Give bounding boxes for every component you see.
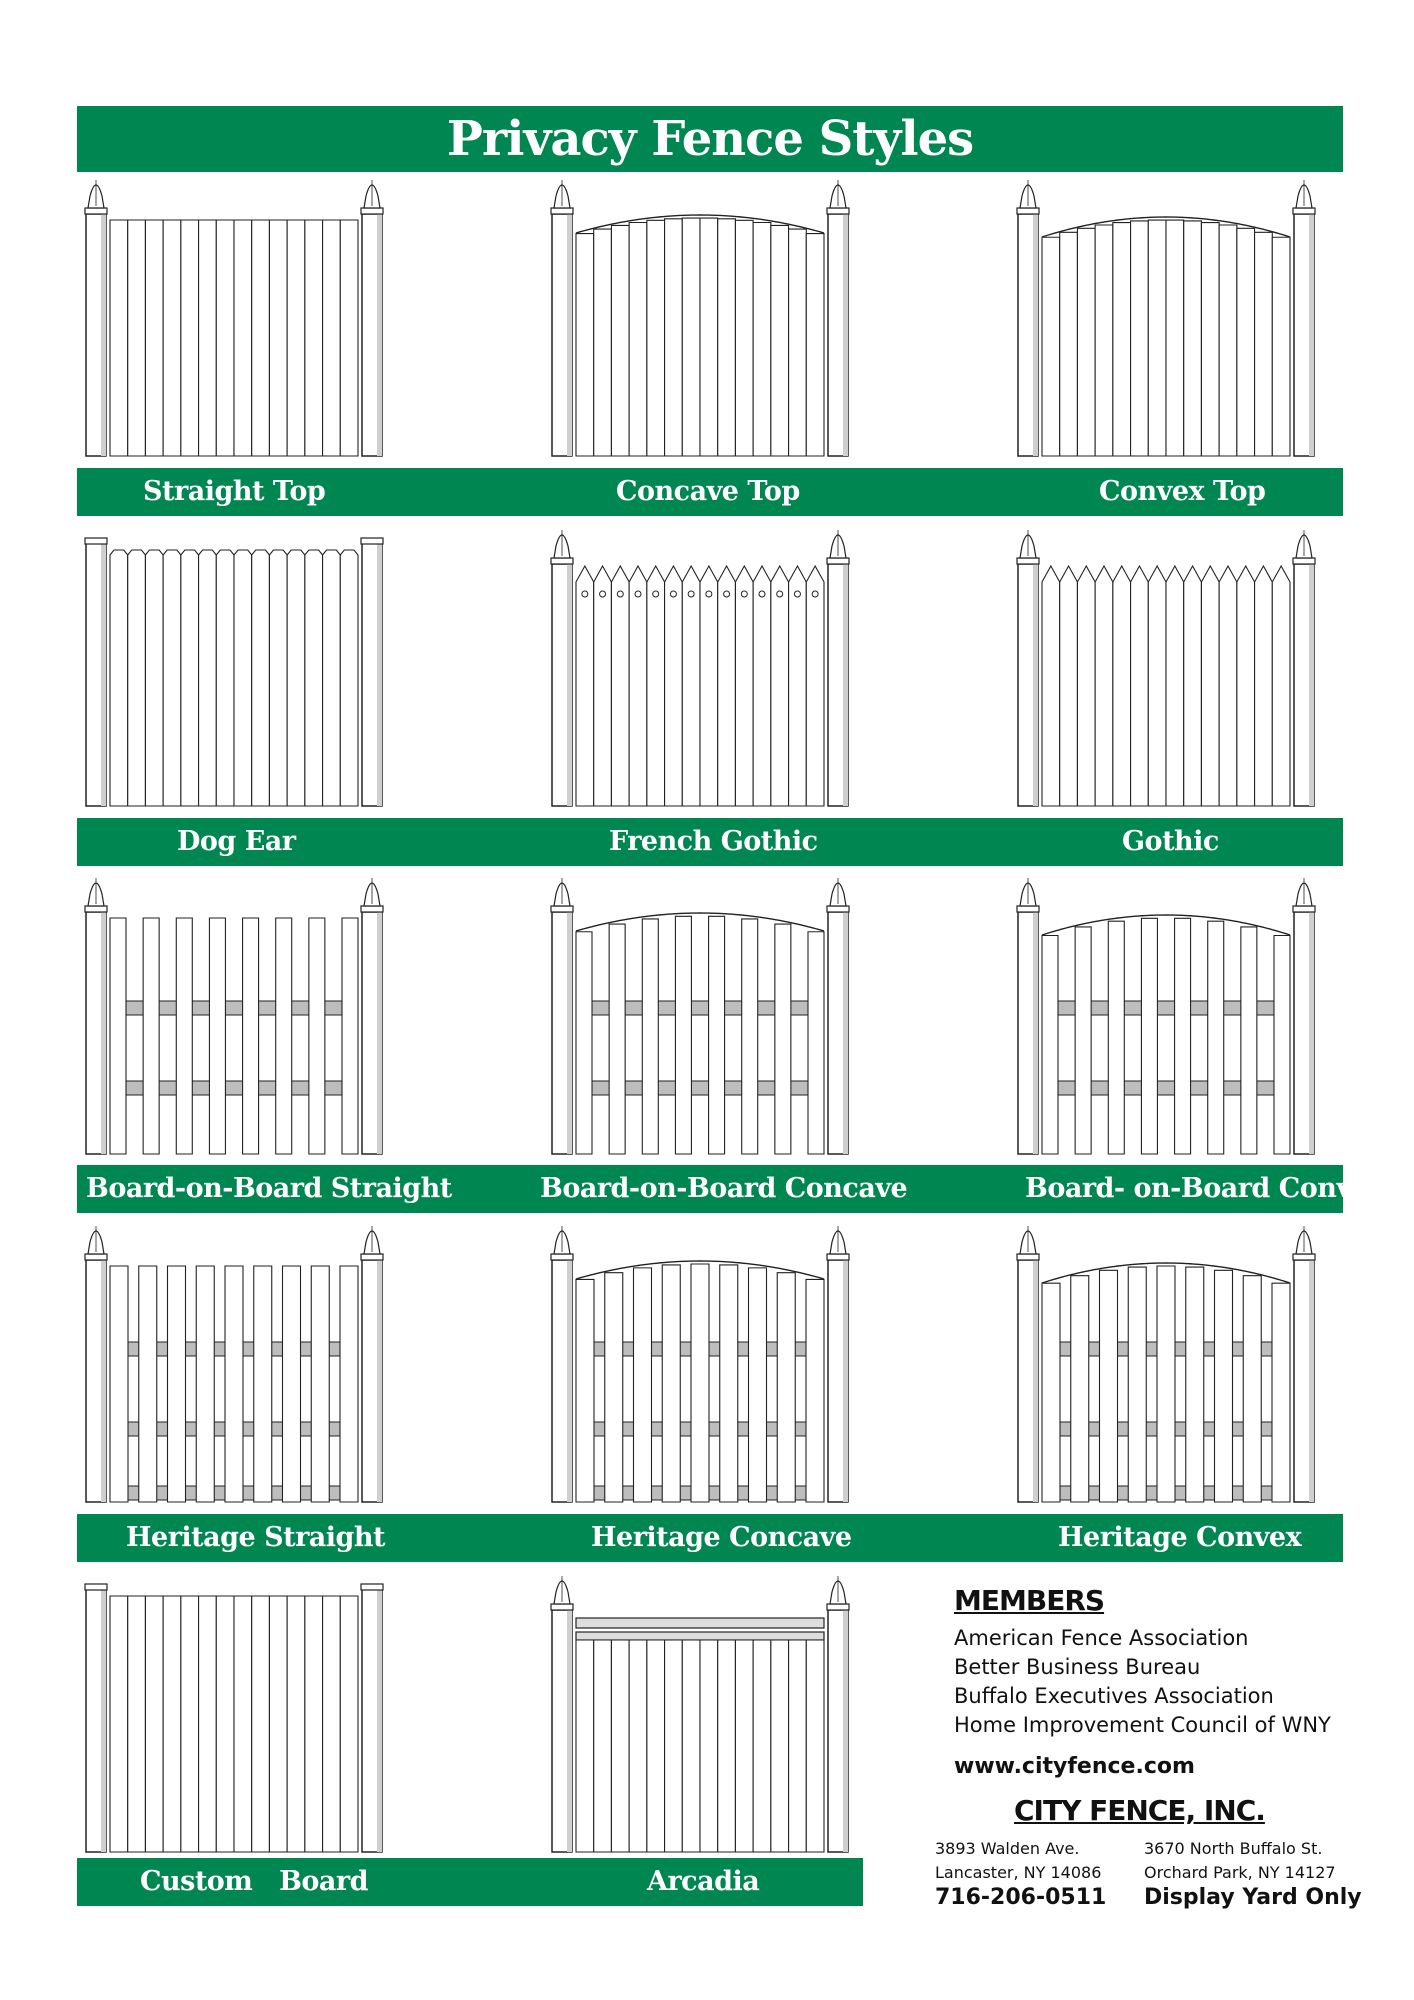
member-item: Home Improvement Council of WNY [954,1713,1331,1737]
fence-picket [305,550,323,806]
label-bar-row-1 [77,468,1343,516]
fence-picket [1237,228,1255,456]
fence-picket [139,1266,157,1502]
fence-picket [323,220,341,456]
fence-post-right [1293,180,1315,456]
fence-picket [252,220,270,456]
fence-picket [128,220,146,456]
fence-picket [1272,1283,1290,1502]
fence-picket [209,918,225,1154]
fence-post-left [551,878,573,1154]
fence-picket [234,1596,252,1852]
member-item: Buffalo Executives Association [954,1684,1274,1708]
fence-picket [1108,921,1124,1154]
fence-picket [199,550,217,806]
fence-picket [1272,237,1290,456]
fence-picket [700,566,718,806]
fence-picket [718,219,736,456]
fence-picket [806,234,824,456]
fence-picket [342,918,358,1154]
fence-picket [1201,223,1219,456]
fence-picket [225,1266,243,1502]
fence-picket [311,1266,329,1502]
fence-picket [305,1596,323,1852]
fence-picket [287,220,305,456]
fence-post-left [1017,530,1039,806]
style-label-custom-board: Custom Board [140,1866,368,1897]
fence-picket [1184,566,1202,806]
fence-post-left [1017,878,1039,1154]
fence-picket [634,1268,652,1502]
fence-illustration-custom-board [84,1574,384,1860]
address-city-orchard-park: Orchard Park, NY 14127 [1144,1863,1336,1882]
fence-picket [1131,566,1149,806]
fence-picket [594,1640,612,1852]
fence-picket [1219,566,1237,806]
fence-picket [1186,1267,1204,1502]
style-label-gothic: Gothic [1122,826,1219,857]
fence-illustration-heritage-concave [550,1224,850,1510]
fence-picket [1148,566,1166,806]
fence-picket [254,1266,272,1502]
fence-picket [1166,566,1184,806]
fence-picket [1113,566,1131,806]
fence-picket [682,218,700,456]
fence-post-right [827,1576,849,1852]
fence-picket [753,1640,771,1852]
fence-picket [1274,936,1290,1154]
fence-picket [1060,566,1078,806]
style-label-board-on-board-concave: Board-on-Board Concave [540,1173,908,1204]
fence-picket [735,1640,753,1852]
fence-picket [216,1596,234,1852]
fence-picket [662,1265,680,1502]
fence-post-left [85,180,107,456]
fence-post-left [85,1226,107,1502]
fence-top-rail [576,1632,824,1640]
fence-illustration-french-gothic [550,528,850,814]
label-bar-row-4 [77,1514,1343,1562]
fence-picket [145,1596,163,1852]
fence-picket [340,550,358,806]
fence-picket [806,1640,824,1852]
fence-picket [110,220,128,456]
fence-illustration-heritage-convex [1016,1224,1316,1510]
fence-picket [1071,1276,1089,1502]
fence-picket [806,566,824,806]
label-bar-row-3 [77,1165,1384,1213]
fence-picket [576,932,592,1154]
fence-picket [605,1273,623,1502]
fence-picket [276,918,292,1154]
fence-picket [128,1596,146,1852]
fence-post-left [85,1584,107,1852]
fence-illustration-gothic [1016,528,1316,814]
fence-picket [700,218,718,456]
fence-picket [143,918,159,1154]
fence-picket [1272,566,1290,806]
fence-picket [216,550,234,806]
fence-picket [110,918,126,1154]
fence-picket [181,220,199,456]
fence-post-left [85,878,107,1154]
fence-picket [163,1596,181,1852]
fence-picket [1075,927,1091,1154]
fence-picket [771,566,789,806]
fence-picket [1243,1276,1261,1502]
fence-picket [305,220,323,456]
fence-picket [1255,566,1273,806]
fence-picket [340,1266,358,1502]
fence-picket [594,229,612,456]
fence-picket [269,220,287,456]
fence-illustration-arcadia [550,1574,850,1860]
fence-picket [110,1596,128,1852]
label-bar-row-5 [77,1858,863,1906]
fence-post-left [551,180,573,456]
fence-post-right [827,530,849,806]
title-banner [77,106,1343,172]
fence-picket [771,1640,789,1852]
fence-picket [168,1266,186,1502]
fence-post-right [361,180,383,456]
fence-picket [1077,566,1095,806]
fence-illustration-straight-top [84,178,384,464]
fence-picket [777,1273,795,1502]
fence-picket [789,1640,807,1852]
fence-post-right [361,1584,383,1852]
fence-picket [647,566,665,806]
fence-picket [287,1596,305,1852]
fence-picket [789,229,807,456]
fence-picket [1077,228,1095,456]
fence-picket [1042,936,1058,1154]
fence-picket [753,566,771,806]
fence-picket [110,1266,128,1502]
fence-picket [1241,927,1257,1154]
fence-picket [283,1266,301,1502]
fence-picket [611,566,629,806]
fence-picket [1042,566,1060,806]
fence-picket [1201,566,1219,806]
fence-picket [323,550,341,806]
fence-picket [629,223,647,457]
member-item: Better Business Bureau [954,1655,1201,1679]
fence-picket [1042,237,1060,456]
fence-picket [576,1640,594,1852]
fence-picket [594,566,612,806]
fence-illustration-board-on-board-straight [84,876,384,1162]
fence-picket [163,220,181,456]
page-title: Privacy Fence Styles [446,111,974,167]
fence-picket [576,566,594,806]
fence-illustration-dog-ear [84,528,384,814]
fence-picket [682,566,700,806]
fence-picket [1175,918,1191,1154]
fence-post-right [827,1226,849,1502]
fence-picket [675,916,691,1154]
fence-picket [611,225,629,456]
fence-picket [243,918,259,1154]
fence-picket [216,220,234,456]
fence-picket [145,550,163,806]
fence-picket [647,220,665,456]
fence-picket [1237,566,1255,806]
fence-picket [806,1279,824,1502]
fence-picket [682,1640,700,1852]
fence-post-left [85,538,107,806]
fence-picket [718,566,736,806]
fence-picket [269,1596,287,1852]
fence-post-right [827,878,849,1154]
member-item: American Fence Association [954,1626,1249,1650]
fence-picket [1215,1270,1233,1502]
fence-picket [323,1596,341,1852]
fence-picket [128,550,146,806]
fence-picket [1141,918,1157,1154]
style-label-concave-top: Concave Top [616,476,800,507]
address-street-orchard-park: 3670 North Buffalo St. [1144,1839,1323,1858]
company-name: CITY FENCE, INC. [1014,1794,1265,1827]
fence-picket [181,550,199,806]
fence-picket [340,220,358,456]
fence-post-right [827,180,849,456]
fence-picket [1128,1267,1146,1502]
fence-picket [309,918,325,1154]
fence-picket [691,1264,709,1502]
fence-picket [771,225,789,456]
label-bar-row-2 [77,818,1343,866]
fence-picket [753,223,771,457]
fence-picket [1166,220,1184,456]
style-label-heritage-convex: Heritage Convex [1058,1522,1302,1553]
style-label-board-on-board-convex: Board- on-Board Convex [1025,1173,1384,1204]
fence-top-rail [576,1618,824,1628]
fence-picket [1208,921,1224,1154]
fence-picket [576,1279,594,1502]
website-link[interactable]: www.cityfence.com [954,1754,1195,1779]
fence-picket [609,924,625,1154]
style-label-straight-top: Straight Top [143,476,326,507]
style-label-convex-top: Convex Top [1099,476,1266,507]
fence-picket [749,1268,767,1502]
fence-picket [340,1596,358,1852]
fence-picket [647,1640,665,1852]
style-label-dog-ear: Dog Ear [177,826,296,857]
fence-picket [700,1640,718,1852]
fence-picket [1219,225,1237,456]
fence-picket [735,220,753,456]
fence-picket [808,932,824,1154]
style-label-board-on-board-straight: Board-on-Board Straight [86,1173,452,1204]
fence-picket [735,566,753,806]
fence-picket [252,1596,270,1852]
style-label-heritage-straight: Heritage Straight [126,1522,386,1553]
fence-post-left [1017,1226,1039,1502]
fence-picket [720,1265,738,1502]
fence-picket [1100,1270,1118,1502]
fence-picket [199,220,217,456]
fence-illustration-board-on-board-concave [550,876,850,1162]
fence-post-left [1017,180,1039,456]
fence-post-right [1293,530,1315,806]
phone-number: 716-206-0511 [935,1885,1107,1910]
fence-picket [163,550,181,806]
fence-post-right [361,538,383,806]
fence-picket [287,550,305,806]
fence-picket [629,566,647,806]
fence-picket [269,550,287,806]
fence-picket [234,550,252,806]
fence-post-left [551,1226,573,1502]
fence-picket [1255,232,1273,456]
fence-picket [1131,221,1149,456]
fence-picket [789,566,807,806]
fence-picket [196,1266,214,1502]
fence-picket [665,566,683,806]
style-label-arcadia: Arcadia [647,1866,760,1897]
fence-picket [665,1640,683,1852]
fence-picket [234,220,252,456]
members-heading: MEMBERS [954,1584,1105,1617]
fence-post-right [1293,1226,1315,1502]
style-label-french-gothic: French Gothic [609,826,818,857]
fence-post-left [551,530,573,806]
display-yard-note: Display Yard Only [1144,1885,1362,1910]
fence-picket [199,1596,217,1852]
style-label-heritage-concave: Heritage Concave [591,1522,852,1553]
fence-picket [1095,566,1113,806]
fence-post-left [551,1576,573,1852]
fence-picket [1113,223,1131,456]
fence-post-right [361,878,383,1154]
fence-picket [775,924,791,1154]
fence-post-right [361,1226,383,1502]
fence-picket [742,919,758,1154]
fence-picket [110,550,128,806]
fence-picket [1060,232,1078,456]
fence-picket [1042,1283,1060,1502]
fence-picket [1148,220,1166,456]
fence-picket [145,220,163,456]
address-city-lancaster: Lancaster, NY 14086 [935,1863,1102,1882]
fence-picket [1184,221,1202,456]
fence-illustration-concave-top [550,178,850,464]
fence-picket [611,1640,629,1852]
fence-picket [642,919,658,1154]
fence-picket [176,918,192,1154]
address-street-lancaster: 3893 Walden Ave. [935,1839,1080,1858]
fence-picket [709,916,725,1154]
fence-illustration-board-on-board-convex [1016,876,1316,1162]
fence-post-right [1293,878,1315,1154]
fence-picket [252,550,270,806]
fence-illustration-convex-top [1016,178,1316,464]
fence-picket [576,234,594,456]
fence-picket [181,1596,199,1852]
fence-picket [1157,1266,1175,1502]
fence-picket [665,219,683,456]
fence-illustration-heritage-straight [84,1224,384,1510]
fence-picket [629,1640,647,1852]
fence-picket [1095,225,1113,456]
fence-picket [718,1640,736,1852]
